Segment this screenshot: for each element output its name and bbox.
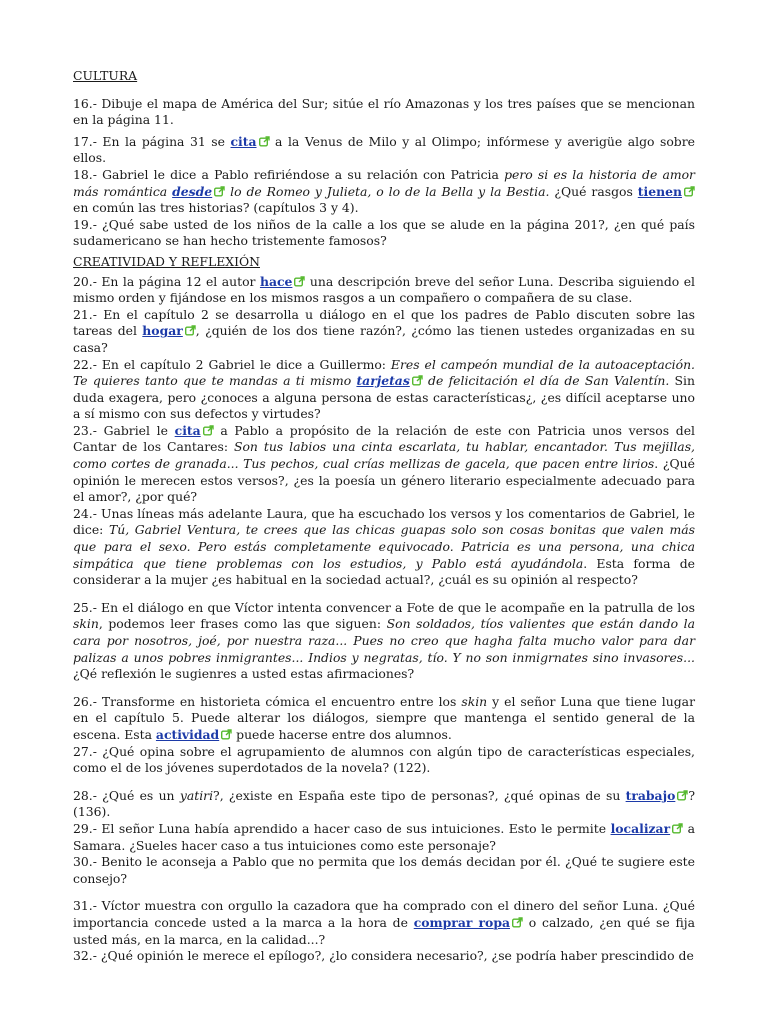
keyword-link-tienen[interactable]: tienen xyxy=(638,184,695,199)
external-link-icon xyxy=(259,136,270,147)
external-link-icon xyxy=(221,729,232,740)
keyword-link-trabajo[interactable]: trabajo xyxy=(626,788,689,803)
external-link-icon xyxy=(294,276,305,287)
external-link-icon xyxy=(185,325,196,336)
external-link-icon xyxy=(203,425,214,436)
keyword-link-localizar[interactable]: localizar xyxy=(611,821,684,836)
question-25: 25.- En el diálogo en que Víctor intenta convencer a Fote de que le acompañe en la patrulla de los skin, podemos leer frases como las que siguen: Son soldados, tíos valientes que están dando la cara por nosotros, joé, por nuestra raza... Pues no creo que hagha falta mucho valor para dar palizas a unos pobres inmigrantes... Indios y negratas, tío. Y no son inmigrnates sino invasores... ¿Qé reflexión le sugienres a usted estas afirmaciones? xyxy=(73,599,696,682)
question-31: 31.- Víctor muestra con orgullo la cazadora que ha comprado con el dinero del señor Luna. ¿Qué importancia concede usted a la marca a la hora de comprar ropa o calzado, ¿en qué se fija usted más, en la marca, en la calidad...? xyxy=(73,898,695,947)
question-24: 24.- Unas líneas más adelante Laura, que ha escuchado los versos y los comentarios de Gabriel, le dice: Tú, Gabriel Ventura, te crees que las chicas guapas solo son cosas bonitas que valen más que para el sexo. Pero estás completamente equivocado. Patricia es una persona, una chica simpática que tiene problemas con los estudios, y Pablo está ayudándola. Esta forma de considerar a la mujer ¿es habitual en la sociedad actual?, ¿cuál es su opinión al respecto? xyxy=(73,505,695,588)
section-heading-cultura: CULTURA xyxy=(73,68,138,83)
document-body xyxy=(73,68,695,965)
section-heading-creatividad: CREATIVIDAD Y REFLEXIÓN xyxy=(73,253,260,269)
keyword-link-cita-2[interactable]: cita xyxy=(175,423,214,438)
external-link-icon xyxy=(412,375,423,386)
external-link-icon xyxy=(677,790,688,801)
question-27: 27.- ¿Qué opina sobre el agrupamiento de alumnos con algún tipo de características especiales, como el de los jóvenes superdotados de la novela? (122). xyxy=(73,743,695,776)
keyword-link-cita[interactable]: cita xyxy=(231,134,270,149)
external-link-icon xyxy=(672,823,683,834)
question-30: 30.- Benito le aconseja a Pablo que no permita que los demás decidan por él. ¿Qué te sugiere este consejo? xyxy=(73,854,695,886)
external-link-icon xyxy=(684,186,695,197)
keyword-link-comprar-ropa[interactable]: comprar ropa xyxy=(414,915,523,930)
question-16: 16.- Dibuje el mapa de América del Sur; sitúe el río Amazonas y los tres países que se mencionan en la página 11. xyxy=(73,95,695,128)
keyword-link-actividad[interactable]: actividad xyxy=(156,727,232,742)
question-26: 26.- Transforme en historieta cómica el encuentro entre los skin y el señor Luna que tiene lugar en el capítulo 5. Puede alterar los diálogos, siempre que mantenga el sentido general de la escena. Esta actividad puede hacerse entre dos alumnos. xyxy=(73,693,695,742)
question-20: 20.- En la página 12 el autor hace una descripción breve del señor Luna. Describa siguiendo el mismo orden y fijándose en los mismos rasgos a un compañero o compañera de su clase. xyxy=(73,273,695,306)
external-link-icon xyxy=(214,186,225,197)
keyword-link-desde[interactable]: desde xyxy=(172,184,225,199)
question-23: 23.- Gabriel le cita a Pablo a propósito de la relación de este con Patricia unos versos del Cantar de los Cantares: Son tus labios una cinta escarlata, tu hablar, encantador. Tus mejillas, como cortes de granada... Tus pechos, cual crías mellizas de gacela, que pacen entre lirios. ¿Qué opinión le merecen estos versos?, ¿es la poesía un género literario especialmente adecuado para el amor?, ¿por qué? xyxy=(73,422,696,505)
question-21: 21.- En el capítulo 2 se desarrolla u diálogo en el que los padres de Pablo discuten sobre las tareas del hogar , ¿quién de los dos tiene razón?, ¿cómo las tienen ustedes organizadas en su casa? xyxy=(73,306,695,355)
external-link-icon xyxy=(512,917,523,928)
keyword-link-hogar[interactable]: hogar xyxy=(142,323,196,338)
question-22: 22.- En el capítulo 2 Gabriel le dice a Guillermo: Eres el campeón mundial de la autoaceptación. Te quieres tanto que te mandas a ti mismo tarjetas de felicitación el día de San Valentín. Sin duda exagera, pero ¿conoces a alguna persona de estas características¿, ¿es difícil aceptarse uno a sí mismo con sus defectos y virtudes? xyxy=(73,356,695,422)
question-32: 32.- ¿Qué opinión le merece el epílogo?, ¿lo considera necesario?, ¿se podría haber prescindido de xyxy=(73,948,694,964)
question-18: 18.- Gabriel le dice a Pablo refiriéndose a su relación con Patricia pero si es la historia de amor más romántica desde lo de Romeo y Julieta, o lo de la Bella y la Bestia. ¿Qué rasgos tienen en común las tres historias? (capítulos 3 y 4). xyxy=(73,166,695,216)
question-28: 28.- ¿Qué es un yatiri?, ¿existe en España este tipo de personas?, ¿qué opinas de su trabajo ? (136). xyxy=(73,787,695,820)
question-19: 19.- ¿Qué sabe usted de los niños de la calle a los que se alude en la página 201?, ¿en qué país sudamericano se han hecho tristemente famosos? xyxy=(73,216,695,249)
keyword-link-hace[interactable]: hace xyxy=(260,274,305,289)
question-17: 17.- En la página 31 se cita a la Venus de Milo y al Olimpo; infórmese y averigüe algo sobre ellos. xyxy=(73,133,695,166)
question-29: 29.- El señor Luna había aprendido a hacer caso de sus intuiciones. Esto le permite localizar a Samara. ¿Sueles hacer caso a tus intuiciones como este personaje? xyxy=(73,820,695,853)
keyword-link-tarjetas[interactable]: tarjetas xyxy=(356,373,422,388)
